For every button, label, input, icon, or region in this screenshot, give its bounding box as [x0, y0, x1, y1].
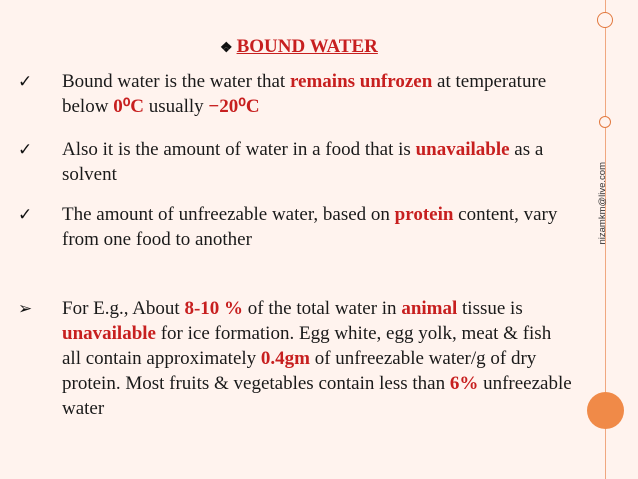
list-item-text: Bound water is the water that remains unfrozen at temperature below 0⁰C usually −20⁰C	[62, 71, 547, 117]
diamond-bullet-icon: ❖	[220, 41, 233, 56]
check-bullet-icon: ✓	[18, 205, 33, 224]
list-item	[18, 202, 573, 252]
list-item	[18, 69, 573, 119]
list-item-text: The amount of unfreezable water, based on protein content, vary from one food to another	[62, 204, 558, 250]
arrow-bullet-icon: ➢	[18, 299, 33, 318]
check-bullet-icon: ✓	[18, 140, 33, 159]
decor-circle-middle	[599, 116, 611, 128]
list-item	[18, 137, 573, 187]
list-item	[18, 296, 573, 421]
check-bullet-icon: ✓	[18, 72, 33, 91]
list-item-text: Also it is the amount of water in a food that is unavailable as a solvent	[62, 139, 544, 185]
slide-title	[220, 36, 378, 58]
decor-circle-large	[587, 392, 624, 429]
title-text: BOUND WATER	[236, 36, 378, 57]
list-item-text: For E.g., About 8-10 % of the total water in animal tissue is unavailable for ice formation. Egg white, egg yolk, meat & fish all contain approximately 0.4gm of unfreezable water/g of dry protein. Most fruits & vegetables contain less than 6% unfreezable water	[62, 298, 572, 419]
decor-circle-top	[597, 12, 613, 28]
side-email: nizamkm@live.com	[597, 162, 608, 245]
